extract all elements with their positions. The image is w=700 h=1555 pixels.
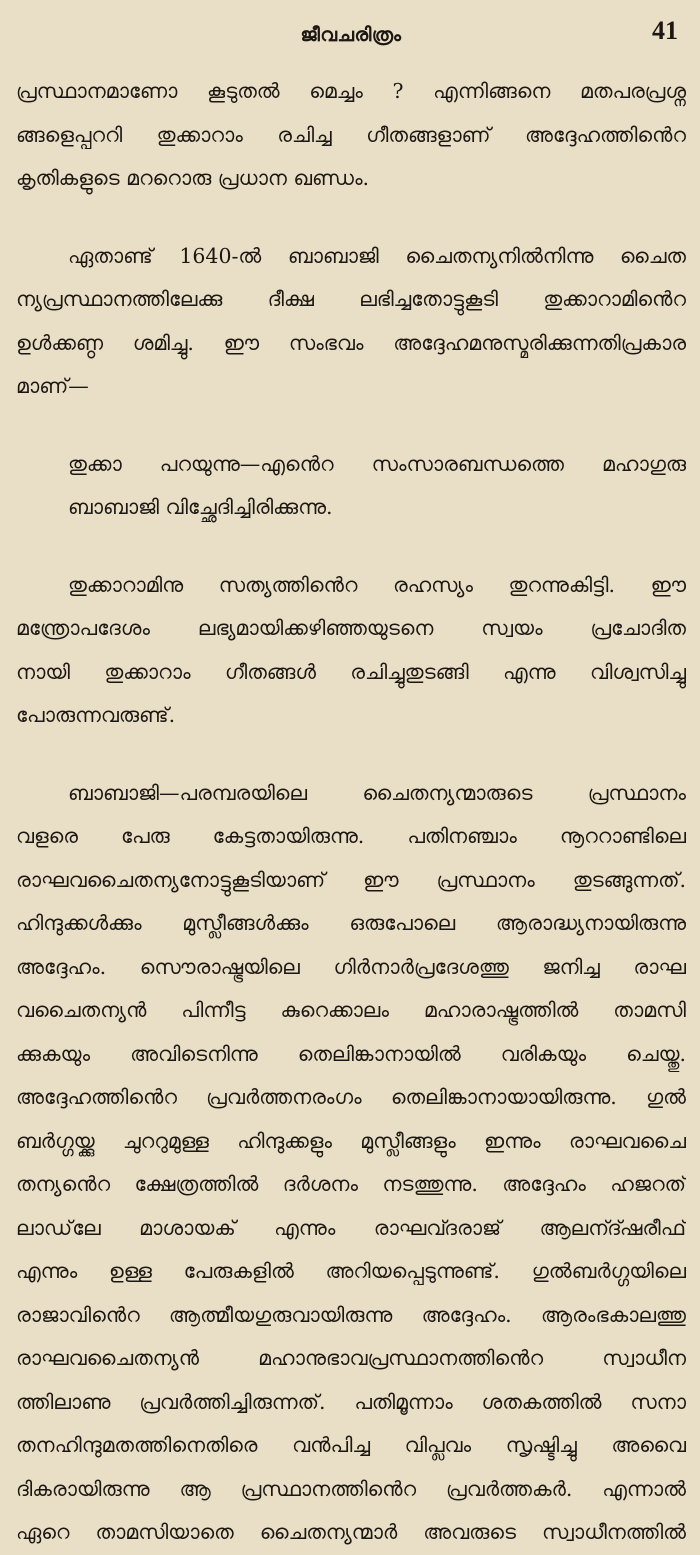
text-line: നായി തുക്കാറാം ഗീതങ്ങൾ രചിച്ചുതുടങ്ങി എന്നു വിശ്വസിച്ചു [16, 659, 686, 684]
text-line: രാഘവചൈതന്യൻ മഹാനുഭാവപ്രസ്ഥാനത്തിൻെറ സ്വാധീന [16, 1346, 686, 1370]
text-line: ഉൾക്കണ്ഠ ശമിച്ചു. ഈ സംഭവം അദ്ദേഹമനുസ്മരിക്കുന്നതിപ്രകാര [16, 330, 686, 355]
text-line: ബർഗ്ഗയ്ക്കു ചുററുമുള്ള ഹിന്ദുക്കളും മുസ്ലീങ്ങളും ഇന്നും രാഘവചൈ [16, 1128, 686, 1153]
text-line: തന്യൻെറ ക്ഷേത്രത്തിൽ ദർശനം നടത്തുന്നു. അദ്ദേഹം ഹജറത് [16, 1172, 686, 1196]
text-line: ന്യപ്രസ്ഥാനത്തിലേക്കു ദീക്ഷ ലഭിച്ചതോട്ടുകൂടി തുക്കാറാമിൻെറ [16, 287, 686, 311]
body-text [16, 70, 686, 1555]
text-line: തനഹിന്ദുമതത്തിനെതിരെ വൻപിച്ച വിപ്ലവം സൃഷ്ടിച്ചു അവൈ [16, 1433, 686, 1457]
text-line: പോരുന്നവരുണ്ട്. [16, 703, 176, 727]
page-header [16, 0, 686, 70]
text-line: അദ്ദേഹത്തിൻെറ പ്രവർത്തനരംഗം തെലിങ്കാനായായിരുന്നു. ഗുൽ [16, 1085, 686, 1109]
text-line: ദികരായിരുന്നു ആ പ്രസ്ഥാനത്തിൻെറ പ്രവർത്തകർ. എന്നാൽ [16, 1476, 686, 1501]
paragraph-2 [16, 235, 686, 409]
text-line: കൃതികളുടെ മററൊരു പ്രധാന ഖണ്ഡം. [16, 166, 370, 190]
text-line: അദ്ദേഹം. സൌരാഷ്ട്രയിലെ ഗിർനാർപ്രദേശത്തു ജനിച്ച രാഘ [16, 954, 686, 979]
text-line: മാണ്— [16, 374, 89, 398]
text-line: എന്നും ഉള്ള പേരുകളിൽ അറിയപ്പെടുന്നുണ്ട്. ഗുൽബർഗ്ഗയിലെ [16, 1259, 686, 1283]
text-line: വളരെ പേരു കേട്ടതായിരുന്നു. പതിനഞ്ചാം നൂററാണ്ടിലെ [16, 824, 686, 848]
text-line: ക്കുകയും അവിടെനിന്നു തെലിങ്കാനായിൽ വരികയും ചെയ്തു. [16, 1041, 686, 1066]
text-line: ഏറെ താമസിയാതെ ചൈതന്യന്മാർ അവരുടെ സ്വാധീനത്തിൽ [16, 1520, 686, 1544]
text-line: തുക്കാറാമിനു സത്യത്തിൻെറ രഹസ്യം തുറന്നുകിട്ടി. ഈ [68, 572, 686, 597]
text-line: പ്രസ്ഥാനമാണോ കൂടുതൽ മെച്ചം ? എന്നിങ്ങനെ മതപരപ്രശ്ന [16, 79, 686, 103]
text-line: ഹിന്ദുക്കൾക്കും മുസ്ലീങ്ങൾക്കും ഒരുപോലെ ആരാദ്ധ്യനായിരുന്നു [16, 911, 686, 935]
text-line: മന്ത്രോപദേശം ലഭ്യമായിക്കഴിഞ്ഞയുടനെ സ്വയം പ്രചോദിത [16, 616, 686, 640]
text-line: ലാഡ്‌ലേ മാശായക് എന്നും രാഘവ്ദരാജ് ആലന്ദ്ഷരീഫ് [16, 1215, 686, 1240]
paragraph-4 [16, 564, 686, 738]
text-line: തുക്കാ പറയുന്നു—എൻെറ സംസാരബന്ധത്തെ മഹാഗുരു [68, 451, 686, 476]
text-line: ത്തിലാണു പ്രവർത്തിച്ചിരുന്നത്. പതിമൂന്നാം ശതകത്തിൽ സനാ [16, 1389, 686, 1414]
paragraph-1 [16, 70, 686, 201]
quote-block [16, 443, 686, 530]
text-line: ഏതാണ്ട് 1640-ൽ ബാബാജി ചൈതന്യനിൽനിന്നു ചൈത [68, 243, 686, 268]
page-number: 41 [652, 16, 678, 45]
text-line: വചൈതന്യൻ പിന്നീട്ട കുറെക്കാലം മഹാരാഷ്ട്രത്തിൽ താമസി [16, 998, 686, 1022]
text-line: രാഘവചൈതന്യനോട്ടുകൂടിയാണ് ഈ പ്രസ്ഥാനം തുടങ്ങുന്നത്. [16, 867, 686, 892]
paragraph-5 [16, 772, 686, 1555]
running-head: ജീവചരിത്രം [300, 24, 402, 46]
text-line: ബാബാജി വിച്ഛേദിച്ചിരിക്കുന്നു. [68, 495, 333, 519]
text-line: ങ്ങളെപ്പററി തുക്കാറാം രചിച്ച ഗീതങ്ങളാണ് അദ്ദേഹത്തിൻെറ [16, 122, 686, 147]
text-line: ബാബാജി—പരമ്പരയിലെ ചൈതന്യന്മാരുടെ പ്രസ്ഥാനം [68, 780, 686, 805]
text-line: രാജാവിൻെറ ആത്മീയഗുരുവായിരുന്നു അദ്ദേഹം. ആരംഭകാലത്തു [16, 1302, 686, 1327]
